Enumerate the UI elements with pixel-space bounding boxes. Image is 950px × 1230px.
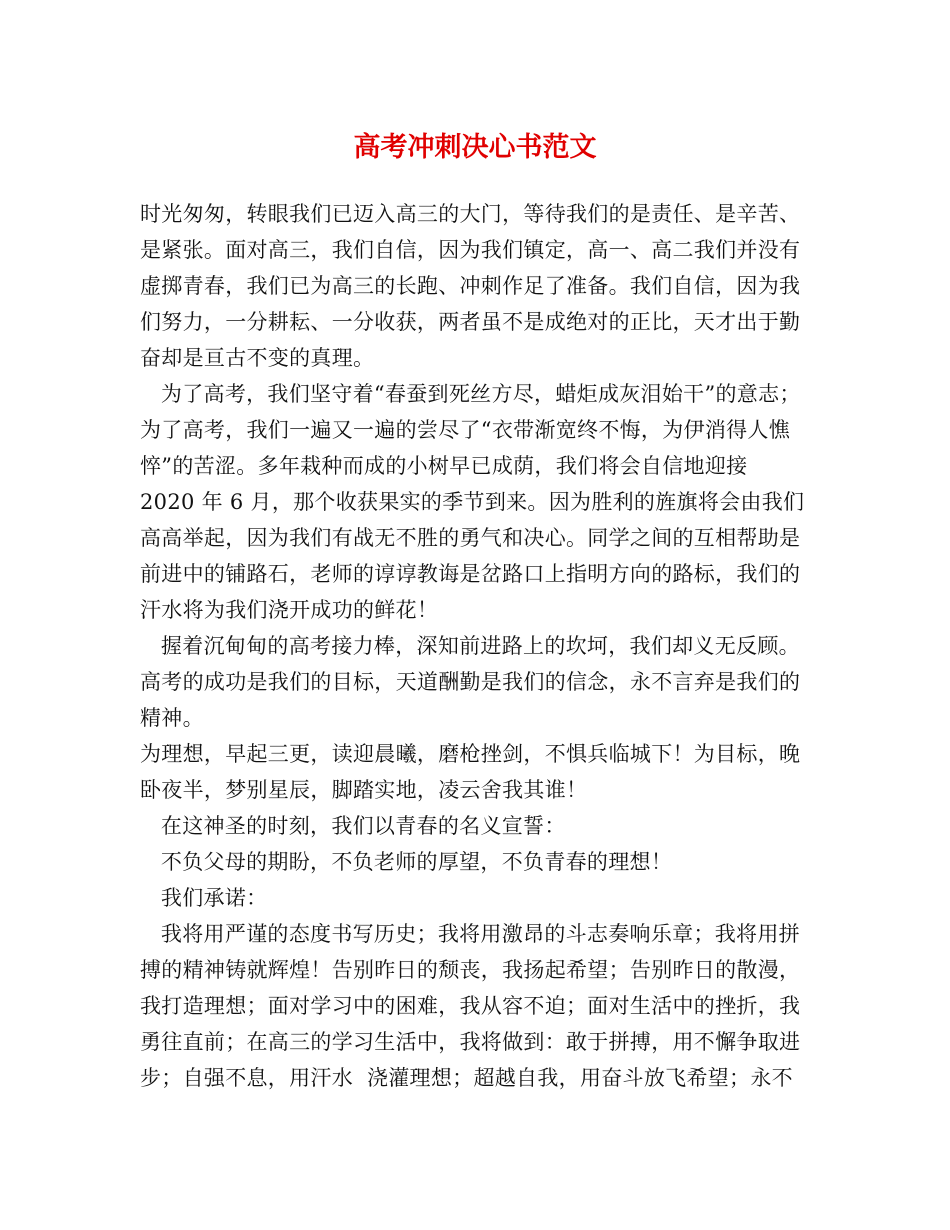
text-line: 卧夜半，梦别星辰，脚踏实地，凌云舍我其谁！ [140, 778, 588, 802]
text-line: 奋却是亘古不变的真理。 [140, 346, 375, 370]
document-body [140, 196, 816, 1096]
text-line: 搏的精神铸就辉煌！告别昨日的颓丧，我扬起希望；告别昨日的散漫， [140, 958, 801, 982]
text-line: 汗水将为我们浇开成功的鲜花！ [140, 598, 439, 622]
text-line: 我打造理想；面对学习中的困难，我从容不迫；面对生活中的挫折，我 [140, 994, 801, 1018]
text-line: 精神。 [140, 706, 204, 730]
text-line: 勇往直前；在高三的学习生活中，我将做到：敢于拼搏，用不懈争取进 [140, 1030, 801, 1054]
text-line: 为了高考，我们一遍又一遍的尝尽了“衣带渐宽终不悔，为伊消得人憔 [140, 418, 791, 442]
text-line: 前进中的铺路石，老师的谆谆教诲是岔路口上指明方向的路标，我们的 [140, 562, 801, 586]
text-line: 虚掷青春，我们已为高三的长跑、冲刺作足了准备。我们自信，因为我 [140, 274, 801, 298]
text-line: 握着沉甸甸的高考接力棒，深知前进路上的坎坷，我们却义无反顾。 [140, 634, 800, 658]
text-line: 们努力，一分耕耘、一分收获，两者虽不是成绝对的正比，天才出于勤 [140, 310, 801, 334]
text-line: 步；自强不息，用汗水 浇灌理想；超越自我，用奋斗放飞希望；永不 [140, 1066, 793, 1090]
text-line: 在这神圣的时刻，我们以青春的名义宣誓： [140, 814, 566, 838]
text-line: 高考的成功是我们的目标，天道酬勤是我们的信念，永不言弃是我们的 [140, 670, 801, 694]
text-line: 我们承诺： [140, 886, 268, 910]
text-line: 时光匆匆，转眼我们已迈入高三的大门，等待我们的是责任、是辛苦、 [140, 202, 801, 226]
text-line: 2020 年 6 月，那个收获果实的季节到来。因为胜利的旌旗将会由我们 [140, 490, 805, 514]
text-line: 为理想，早起三更，读迎晨曦，磨枪挫剑，不惧兵临城下！为目标，晚 [140, 742, 801, 766]
text-line: 悴”的苦涩。多年栽种而成的小树早已成荫，我们将会自信地迎接 [140, 454, 748, 478]
text-line: 我将用严谨的态度书写历史；我将用激昂的斗志奏响乐章；我将用拼 [140, 922, 800, 946]
text-line: 是紧张。面对高三，我们自信，因为我们镇定，高一、高二我们并没有 [140, 238, 801, 262]
text-line: 为了高考，我们坚守着“春蚕到死丝方尽，蜡炬成灰泪始干”的意志； [140, 382, 801, 406]
text-line: 高高举起，因为我们有战无不胜的勇气和决心。同学之间的互相帮助是 [140, 526, 801, 550]
document-title: 高考冲刺决心书范文 [353, 132, 597, 163]
text-line: 不负父母的期盼，不负老师的厚望，不负青春的理想！ [140, 850, 673, 874]
